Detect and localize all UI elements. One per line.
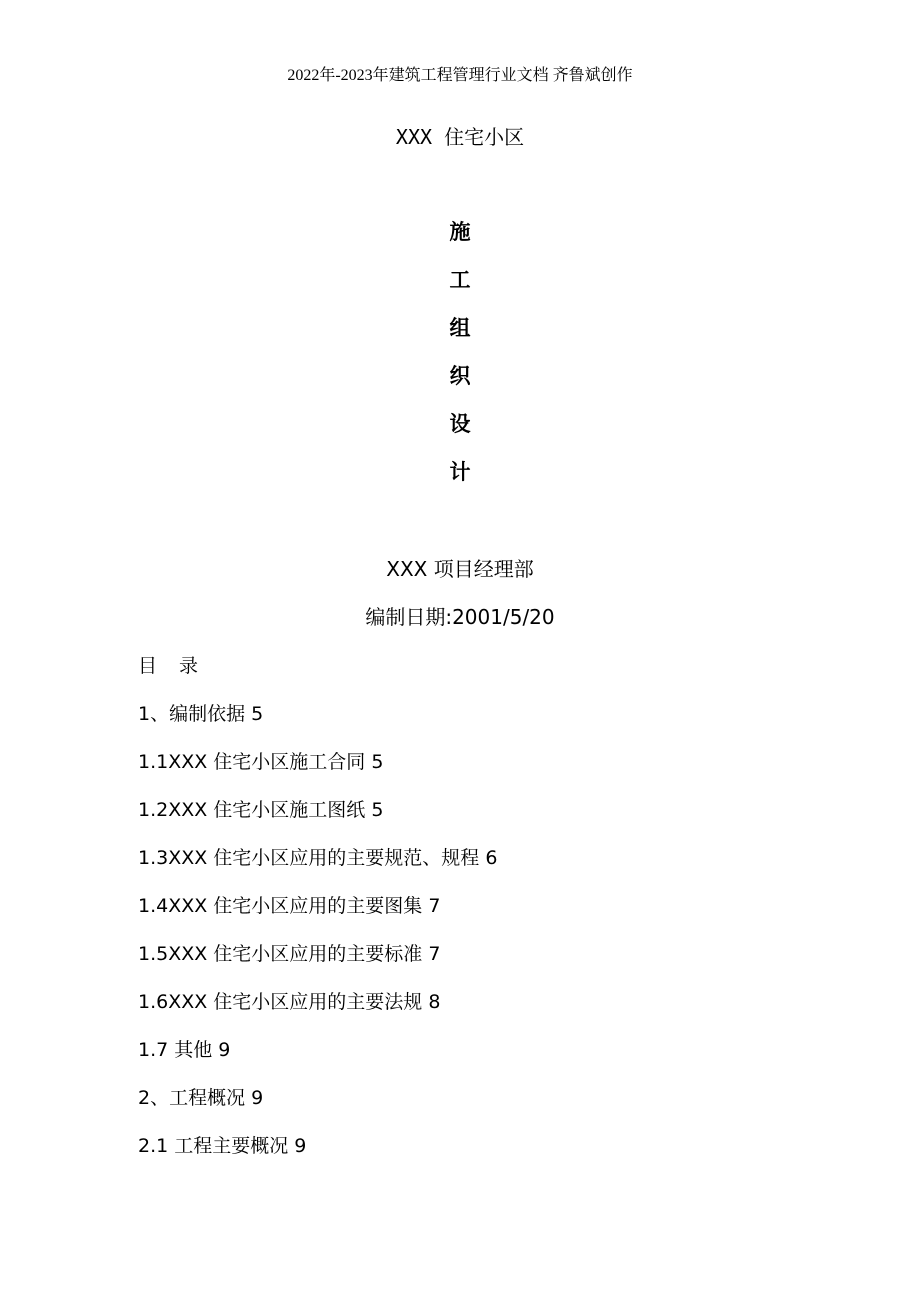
vertical-title-char: 织 (449, 364, 471, 388)
page-header: 2022年-2023年建筑工程管理行业文档 齐鲁斌创作 (287, 67, 633, 84)
vertical-title-char: 计 (449, 460, 471, 484)
toc-item[interactable]: 1.7 其他 9 (138, 1039, 231, 1061)
toc-item[interactable]: 1.4XXX 住宅小区应用的主要图集 7 (138, 895, 441, 917)
toc-item[interactable]: 1.6XXX 住宅小区应用的主要法规 8 (138, 991, 441, 1013)
document-title: XXX 住宅小区 (395, 125, 525, 149)
vertical-title-char: 组 (449, 316, 471, 340)
toc-heading: 目 录 (138, 655, 207, 677)
table-of-contents (138, 652, 838, 1180)
vertical-title-char: 施 (449, 220, 471, 244)
vertical-title (0, 218, 920, 506)
toc-item[interactable]: 1.1XXX 住宅小区施工合同 5 (138, 751, 384, 773)
toc-item[interactable]: 1、编制依据 5 (138, 703, 264, 725)
toc-item[interactable]: 1.2XXX 住宅小区施工图纸 5 (138, 799, 384, 821)
vertical-title-char: 设 (449, 412, 471, 436)
toc-item[interactable]: 2、工程概况 9 (138, 1087, 264, 1109)
vertical-title-char: 工 (449, 268, 471, 292)
toc-item[interactable]: 2.1 工程主要概况 9 (138, 1135, 307, 1157)
toc-item[interactable]: 1.5XXX 住宅小区应用的主要标准 7 (138, 943, 441, 965)
compile-date: 编制日期:2001/5/20 (365, 605, 555, 629)
department-name: XXX 项目经理部 (386, 557, 534, 581)
toc-item[interactable]: 1.3XXX 住宅小区应用的主要规范、规程 6 (138, 847, 498, 869)
